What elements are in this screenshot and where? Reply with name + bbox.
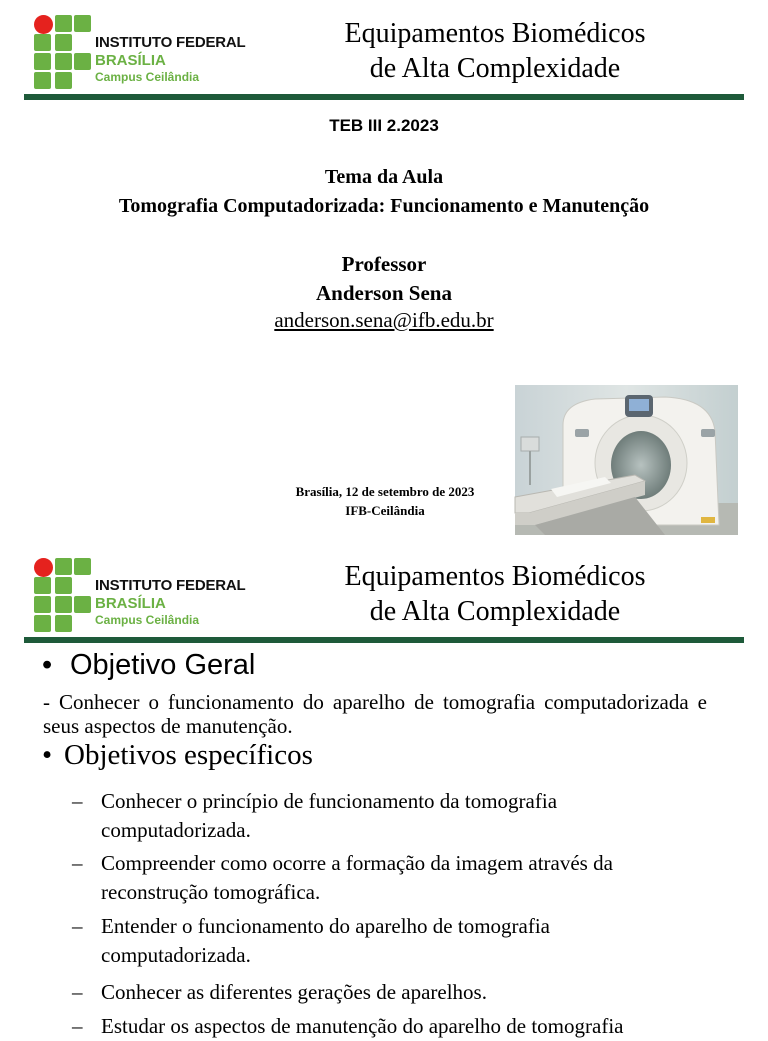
- logo-red-dot-2: [34, 558, 53, 577]
- place-date-line: Brasília, 12 de setembro de 2023: [295, 484, 475, 499]
- header-title-line1: Equipamentos Biomédicos: [344, 18, 646, 49]
- header-title: [300, 16, 690, 86]
- campus-line: IFB-Ceilândia: [345, 503, 425, 518]
- objective-item-3: Entender o funcionamento do aparelho de tomografia computadorizada.: [101, 914, 550, 967]
- logo-red-dot: [34, 15, 53, 34]
- professor-block: [0, 250, 768, 308]
- theme-label: Tema da Aula: [324, 166, 444, 188]
- professor-email-link[interactable]: anderson.sena@ifb.edu.br: [274, 308, 494, 332]
- general-objective: - Conhecer o funcionamento do aparelho de tomografia computadorizada e seus aspectos de manutenção.: [43, 690, 707, 738]
- course-code: TEB III 2.2023: [329, 116, 439, 135]
- objective-item-2: Compreender como ocorre a formação da imagem através da reconstrução tomográfica.: [101, 851, 613, 904]
- logo-line2-2: BRASÍLIA: [95, 595, 166, 612]
- bullet-specific-text: Objetivos específicos: [64, 739, 313, 771]
- logo-line1: INSTITUTO FEDERAL: [95, 34, 246, 51]
- ifb-logo-2: [34, 558, 274, 632]
- bullet-general: • Objetivo Geral: [42, 649, 256, 681]
- bullet-specific: • Objetivos específicos: [42, 739, 313, 771]
- place-date: [255, 482, 515, 520]
- header-divider-2: [24, 637, 744, 643]
- header-title-2-line1: Equipamentos Biomédicos: [344, 561, 646, 592]
- bullet-general-text: Objetivo Geral: [70, 649, 256, 681]
- ifb-logo: [34, 15, 274, 89]
- header-divider: [24, 94, 744, 100]
- objective-item-5: Estudar os aspectos de manutenção do aparelho de tomografia: [101, 1014, 624, 1038]
- slide-objectives: INSTITUTO FEDERAL BRASÍLIA Campus Ceilândia Equipamentos Biomédicos de Alta Complexidade • Objetivo Geral - Conhecer o funcionamento do aparelho de tomografia computadorizada e seus aspectos de manutenção. • Objetivos específicos – Conhecer o princípio de funcionamento da tomografia computadorizada. – Compreender como ocorre a formação da imagem através da reconstrução tomográfica. – Entender o funcionamento do aparelho de tomografia computadorizada. – Conhecer as diferentes gerações de aparelhos. – Estudar os aspectos de manutenção do aparelho de tomografia: [0, 543, 768, 1024]
- logo-line3: Campus Ceilândia: [95, 70, 200, 84]
- logo-line3-2: Campus Ceilândia: [95, 613, 200, 627]
- professor-label: Professor: [341, 252, 427, 276]
- logo-line2: BRASÍLIA: [95, 52, 166, 69]
- objective-item-1: Conhecer o princípio de funcionamento da tomografia computadorizada.: [101, 789, 558, 842]
- theme-title: Tomografia Computadorizada: Funcionamento e Manutenção: [118, 195, 650, 217]
- logo-line1-2: INSTITUTO FEDERAL: [95, 577, 246, 594]
- objective-item-4: Conhecer as diferentes gerações de aparelhos.: [101, 980, 487, 1004]
- lesson-theme: [0, 163, 768, 221]
- email-line: [0, 308, 768, 333]
- header-title-2: [300, 559, 690, 629]
- header-title-line2: de Alta Complexidade: [369, 53, 621, 84]
- professor-name: Anderson Sena: [316, 281, 452, 305]
- header-title-2-line2: de Alta Complexidade: [369, 596, 621, 627]
- ct-scanner-photo: [515, 385, 738, 535]
